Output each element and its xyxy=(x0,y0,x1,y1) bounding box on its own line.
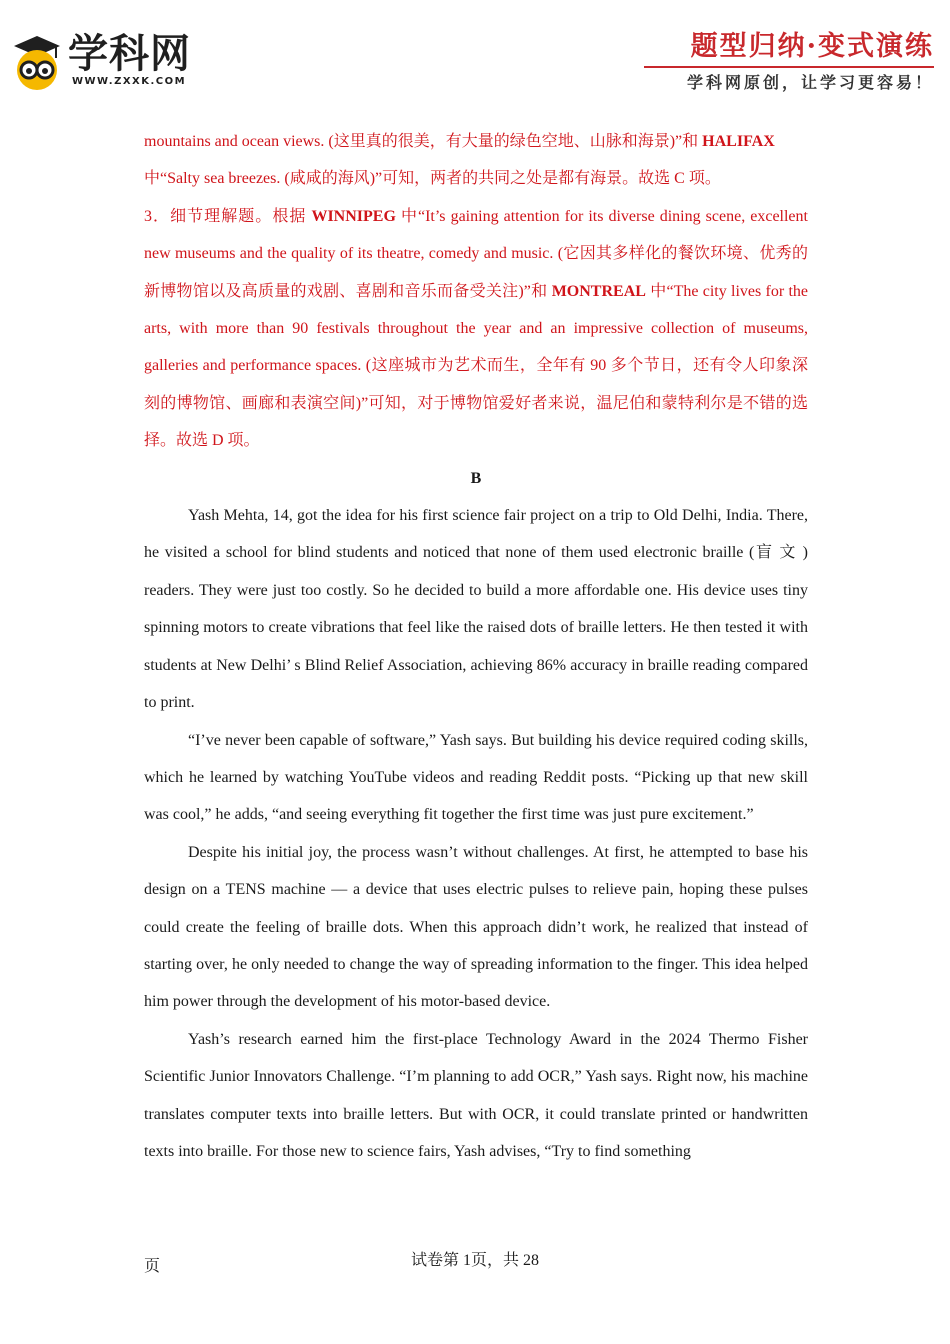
city-name-montreal: MONTREAL xyxy=(551,282,646,300)
answer-explanation-2 xyxy=(144,123,808,198)
page-header xyxy=(0,0,950,110)
page-content xyxy=(144,123,808,1170)
logo-wordmark: 学科网 xyxy=(68,31,191,77)
passage-paragraph: Despite his initial joy, the process wasn’t without challenges. At first, he attempted to base his design on a TENS machine — a device that uses electric pulses to relieve pain, hoping these pulses could create the feeling of braille dots. When this approach didn’t work, he realized that instead of starting over, he only needed to change the way of spreading information to the finger. This idea helped him power through the development of his motor-based device. xyxy=(144,843,808,1011)
answer-text: 中“It’s gaining attention for its diverse dining scene, excellent new museums and the quality of its theatre, comedy and music. (它因其多样化的餐饮环境、优秀的新博物馆以及高质量的戏剧、喜剧和音乐而备受关注)”和 xyxy=(144,207,808,300)
logo-url: WWW.ZXXK.COM xyxy=(72,76,187,87)
footer-page-fragment: 页 xyxy=(144,1258,161,1275)
slogan-subtitle: 学科网原创，让学习更容易！ xyxy=(686,73,934,92)
answer-text: 中“The city lives for the arts, with more than 90 festivals throughout the year and an impressive collection of museums, galleries and performance spaces. (这座城市为艺术而生，全年有 90 多个节日，还有令人印象深刻的博物馆、画廊和表演空间)”可知，对于博物馆爱好者来说，温尼伯和蒙特利尔是不错的选择。故选 D 项。 xyxy=(144,282,808,450)
footer-page-number: 试卷第 1页，共 28 xyxy=(410,1252,539,1269)
passage-paragraph: “I’ve never been capable of software,” Yash says. But building his device required coding skills, which he learned by watching YouTube videos and reading Reddit posts. “Picking up that new skill was cool,” he adds, “and seeing everything fit together the first time was just pure excitement.” xyxy=(144,731,808,824)
city-name-halifax: HALIFAX xyxy=(702,133,775,150)
passage-paragraph: Yash Mehta, 14, got the idea for his first science fair project on a trip to Old Delhi, India. There, he visited a school for blind students and noticed that none of them used electronic braille (盲 文 ) readers. They were just too costly. So he decided to build a more affordable one. His device uses tiny spinning motors to create vibrations that feel like the raised dots of braille letters. He then tested it with students at New Delhi’ s Blind Relief Association, achieving 86% accuracy in braille reading compared to print. xyxy=(144,507,808,712)
passage-paragraph: Yash’s research earned him the first-place Technology Award in the 2024 Thermo Fisher Scientific Junior Innovators Challenge. “I’m planning to add OCR,” Yash says. Right now, his machine translates computer texts into braille letters. But with OCR, it could translate printed or handwritten texts into braille. For those new to science fairs, Yash advises, “Try to find something xyxy=(144,1030,808,1160)
city-name-winnipeg: WINNIPEG xyxy=(311,207,396,225)
section-label: B xyxy=(470,469,482,487)
header-slogan xyxy=(644,30,934,94)
slogan-title: 题型归纳·变式演练 xyxy=(690,31,934,62)
answer-explanation-3 xyxy=(144,198,808,460)
slogan-divider xyxy=(644,66,934,68)
owl-mascot-icon xyxy=(10,34,64,90)
answer-text: 中“Salty sea breezes. (咸咸的海风)”可知，两者的共同之处是都有海景。故选 C 项。 xyxy=(144,170,721,188)
answer-text: mountains and ocean views. (这里真的很美，有大量的绿色空地、山脉和海景)”和 xyxy=(144,133,703,150)
answer-text: 3．细节理解题。根据 xyxy=(144,207,312,225)
zxxk-logo[interactable] xyxy=(10,30,200,92)
